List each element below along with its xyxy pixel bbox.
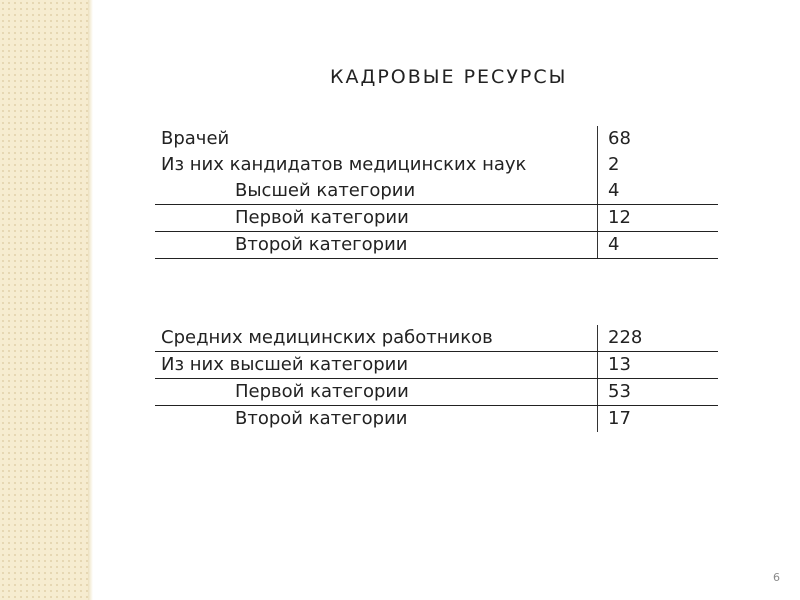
row-value: 53 [597,379,631,405]
row-value: 2 [597,152,619,178]
row-label: Из них кандидатов медицинских наук [161,154,527,175]
row-label: Врачей [161,128,230,149]
row-value: 4 [597,232,619,258]
page-title: КАДРОВЫЕ РЕСУРСЫ [330,66,568,88]
table-row [155,325,718,352]
row-value: 12 [597,205,631,231]
nurses-table [155,325,718,432]
row-value: 228 [597,325,642,351]
table-row [155,379,718,406]
row-value: 68 [597,126,631,152]
table-row [155,232,718,259]
row-label: Из них высшей категории [161,354,409,375]
row-label: Первой категории [235,207,409,228]
row-label: Второй категории [235,234,408,255]
table-row [155,178,718,205]
row-label: Высшей категории [235,180,416,201]
row-label: Второй категории [235,408,408,429]
table-row [155,152,718,178]
table-row [155,205,718,232]
row-label: Средних медицинских работников [161,327,493,348]
table-row [155,352,718,379]
side-band-edge [88,0,93,600]
row-value: 13 [597,352,631,378]
row-label: Первой категории [235,381,409,402]
row-value: 4 [597,178,619,204]
table-row [155,126,718,152]
doctors-table [155,126,718,259]
page-number: 6 [773,571,780,584]
decorative-side-band [0,0,88,600]
row-value: 17 [597,406,631,432]
table-row [155,406,718,432]
